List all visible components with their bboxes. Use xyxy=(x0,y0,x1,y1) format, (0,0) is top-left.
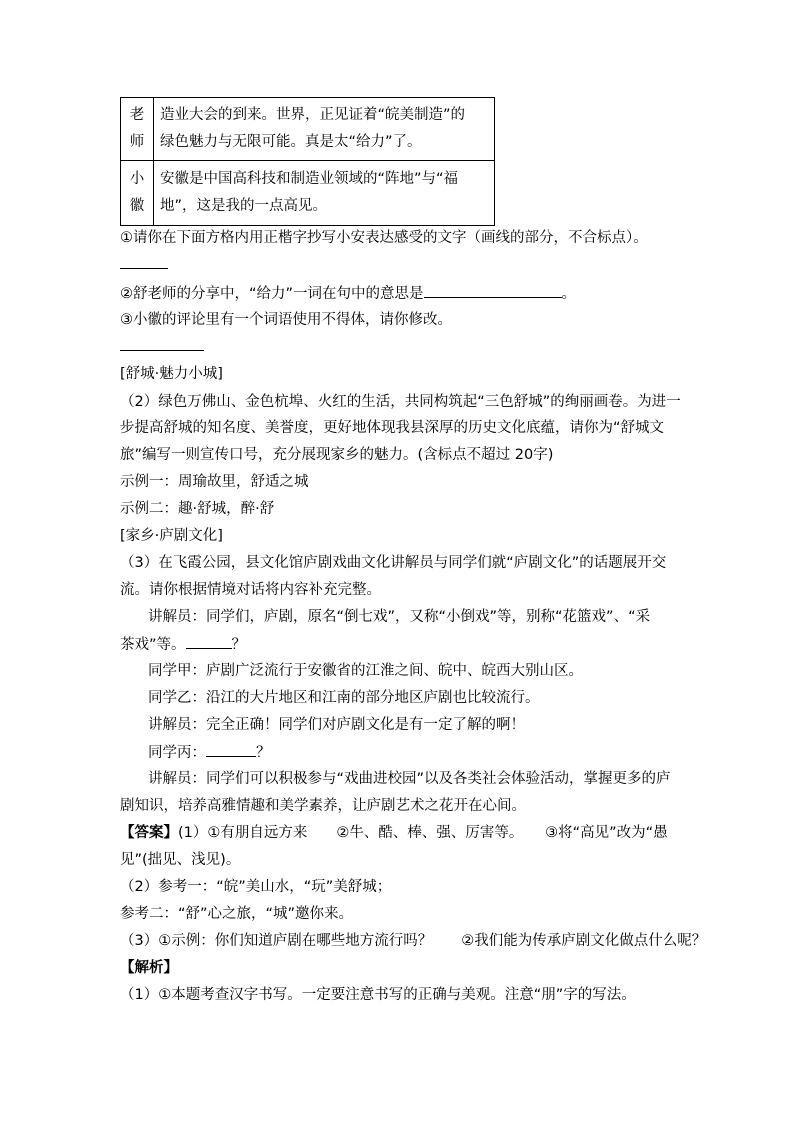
paragraph-line: 步提高舒城的知名度、美誉度，更好地体现我县深厚的历史文化底蕴，请你为“舒城文 xyxy=(120,420,665,436)
cell-text: 安徽是中国高科技和制造业领域的“阵地”与“福 xyxy=(160,171,459,187)
dialog-line: 同学乙：沿江的大片地区和江南的部分地区庐剧也比较流行。 xyxy=(148,690,540,706)
cell-text: 造业大会的到来。世界，正见证着“皖美制造”的 xyxy=(160,107,466,123)
text-cell xyxy=(154,98,495,161)
answer-line xyxy=(120,823,668,843)
table-row xyxy=(121,161,495,226)
dialog-line: 剧知识，培养高雅情趣和美学素养，让庐剧艺术之花开在心间。 xyxy=(120,798,526,814)
answer-label: 【答案】 xyxy=(120,825,178,841)
dialog-line: 同学甲：庐剧广泛流行于安徽省的江淮之间、皖中、皖西大别山区。 xyxy=(148,663,583,679)
example-line: 示例一：周瑜故里，舒适之城 xyxy=(120,474,309,490)
question-1: ①请你在下面方格内用正楷字抄写小安表达感受的文字（画线的部分，不合标点）。 xyxy=(120,230,648,246)
dialog-line xyxy=(148,742,271,763)
analysis-label: 【解析】 xyxy=(120,960,178,976)
text-cell xyxy=(154,161,495,226)
dialog-line xyxy=(120,634,246,655)
example-line: 示例二：趣·舒城，醉·舒 xyxy=(120,501,275,517)
dialog-line: 讲解员：同学们可以积极参与“戏曲进校园”以及各类社会体验活动，掌握更多的庐 xyxy=(148,771,671,787)
speaker-char: 小 xyxy=(129,171,145,187)
paragraph-line: （3）在飞霞公园，县文化馆庐剧戏曲文化讲解员与同学们就“庐剧文化”的话题展开交 xyxy=(120,555,667,571)
dialog-line: 讲解员：完全正确！同学们对庐剧文化是有一定了解的啊！ xyxy=(148,717,525,733)
answer-text: (1）①有朋自远方来 ②牛、酷、棒、强、厉害等。 ③将“高见”改为“愚 xyxy=(178,825,668,841)
analysis-line: （1）①本题考查汉字书写。一定要注意书写的正确与美观。注意“朋”字的写法。 xyxy=(120,987,636,1003)
dialog-text: 茶戏”等。 xyxy=(120,637,186,653)
paragraph-line: 旅”编写一则宣传口号，充分展现家乡的魅力。(含标点不超过 20字) xyxy=(120,447,554,463)
paragraph-line: （2）绿色万佛山、金色杭埠、火红的生活，共同构筑起“三色舒城”的绚丽画卷。为进一 xyxy=(120,394,681,410)
speaker-cell xyxy=(121,161,154,226)
speaker-char: 老 xyxy=(129,107,145,123)
answer-blank[interactable] xyxy=(120,350,204,351)
speaker-char: 师 xyxy=(129,134,145,150)
question-2-end: 。 xyxy=(561,286,577,302)
answer-line: 参考二：“舒”心之旅，“城”邀你来。 xyxy=(120,906,354,922)
answer-blank[interactable] xyxy=(186,634,232,649)
section-heading: [家乡·庐剧文化] xyxy=(120,528,223,544)
speaker-cell xyxy=(121,98,154,161)
answer-blank[interactable] xyxy=(424,283,562,298)
answer-line: 见”(拙见、浅见)。 xyxy=(120,852,241,868)
answer-blank[interactable] xyxy=(120,268,168,269)
dialog-table xyxy=(120,97,495,226)
question-3: ③小徽的评论里有一个词语使用不得体，请你修改。 xyxy=(120,312,452,328)
answer-line: （2）参考一：“皖”美山水，“玩”美舒城； xyxy=(120,879,392,895)
question-mark: ？ xyxy=(231,637,247,653)
speaker-char: 徽 xyxy=(129,198,145,214)
answer-line: （3）①示例：你们知道庐剧在哪些地方流行吗？ ②我们能为传承庐剧文化做点什么呢？ xyxy=(120,933,707,949)
question-2-text: ②舒老师的分享中，“给力”一词在句中的意思是 xyxy=(120,286,424,302)
dialog-line: 讲解员：同学们，庐剧，原名“倒七戏”，又称“小倒戏”等，别称“花篮戏”、“采 xyxy=(148,609,651,625)
paragraph-line: 流。请你根据情境对话将内容补充完整。 xyxy=(120,582,381,598)
dialog-text: 同学丙： xyxy=(148,745,206,761)
table-row xyxy=(121,98,495,161)
question-mark: ？ xyxy=(256,745,271,761)
cell-text: 地”，这是我的一点高见。 xyxy=(160,198,328,214)
section-heading: [舒城·魅力小城] xyxy=(120,366,223,382)
cell-text: 绿色魅力与无限可能。真是太“给力”了。 xyxy=(160,134,422,150)
question-2 xyxy=(120,283,576,304)
answer-blank[interactable] xyxy=(206,742,256,757)
